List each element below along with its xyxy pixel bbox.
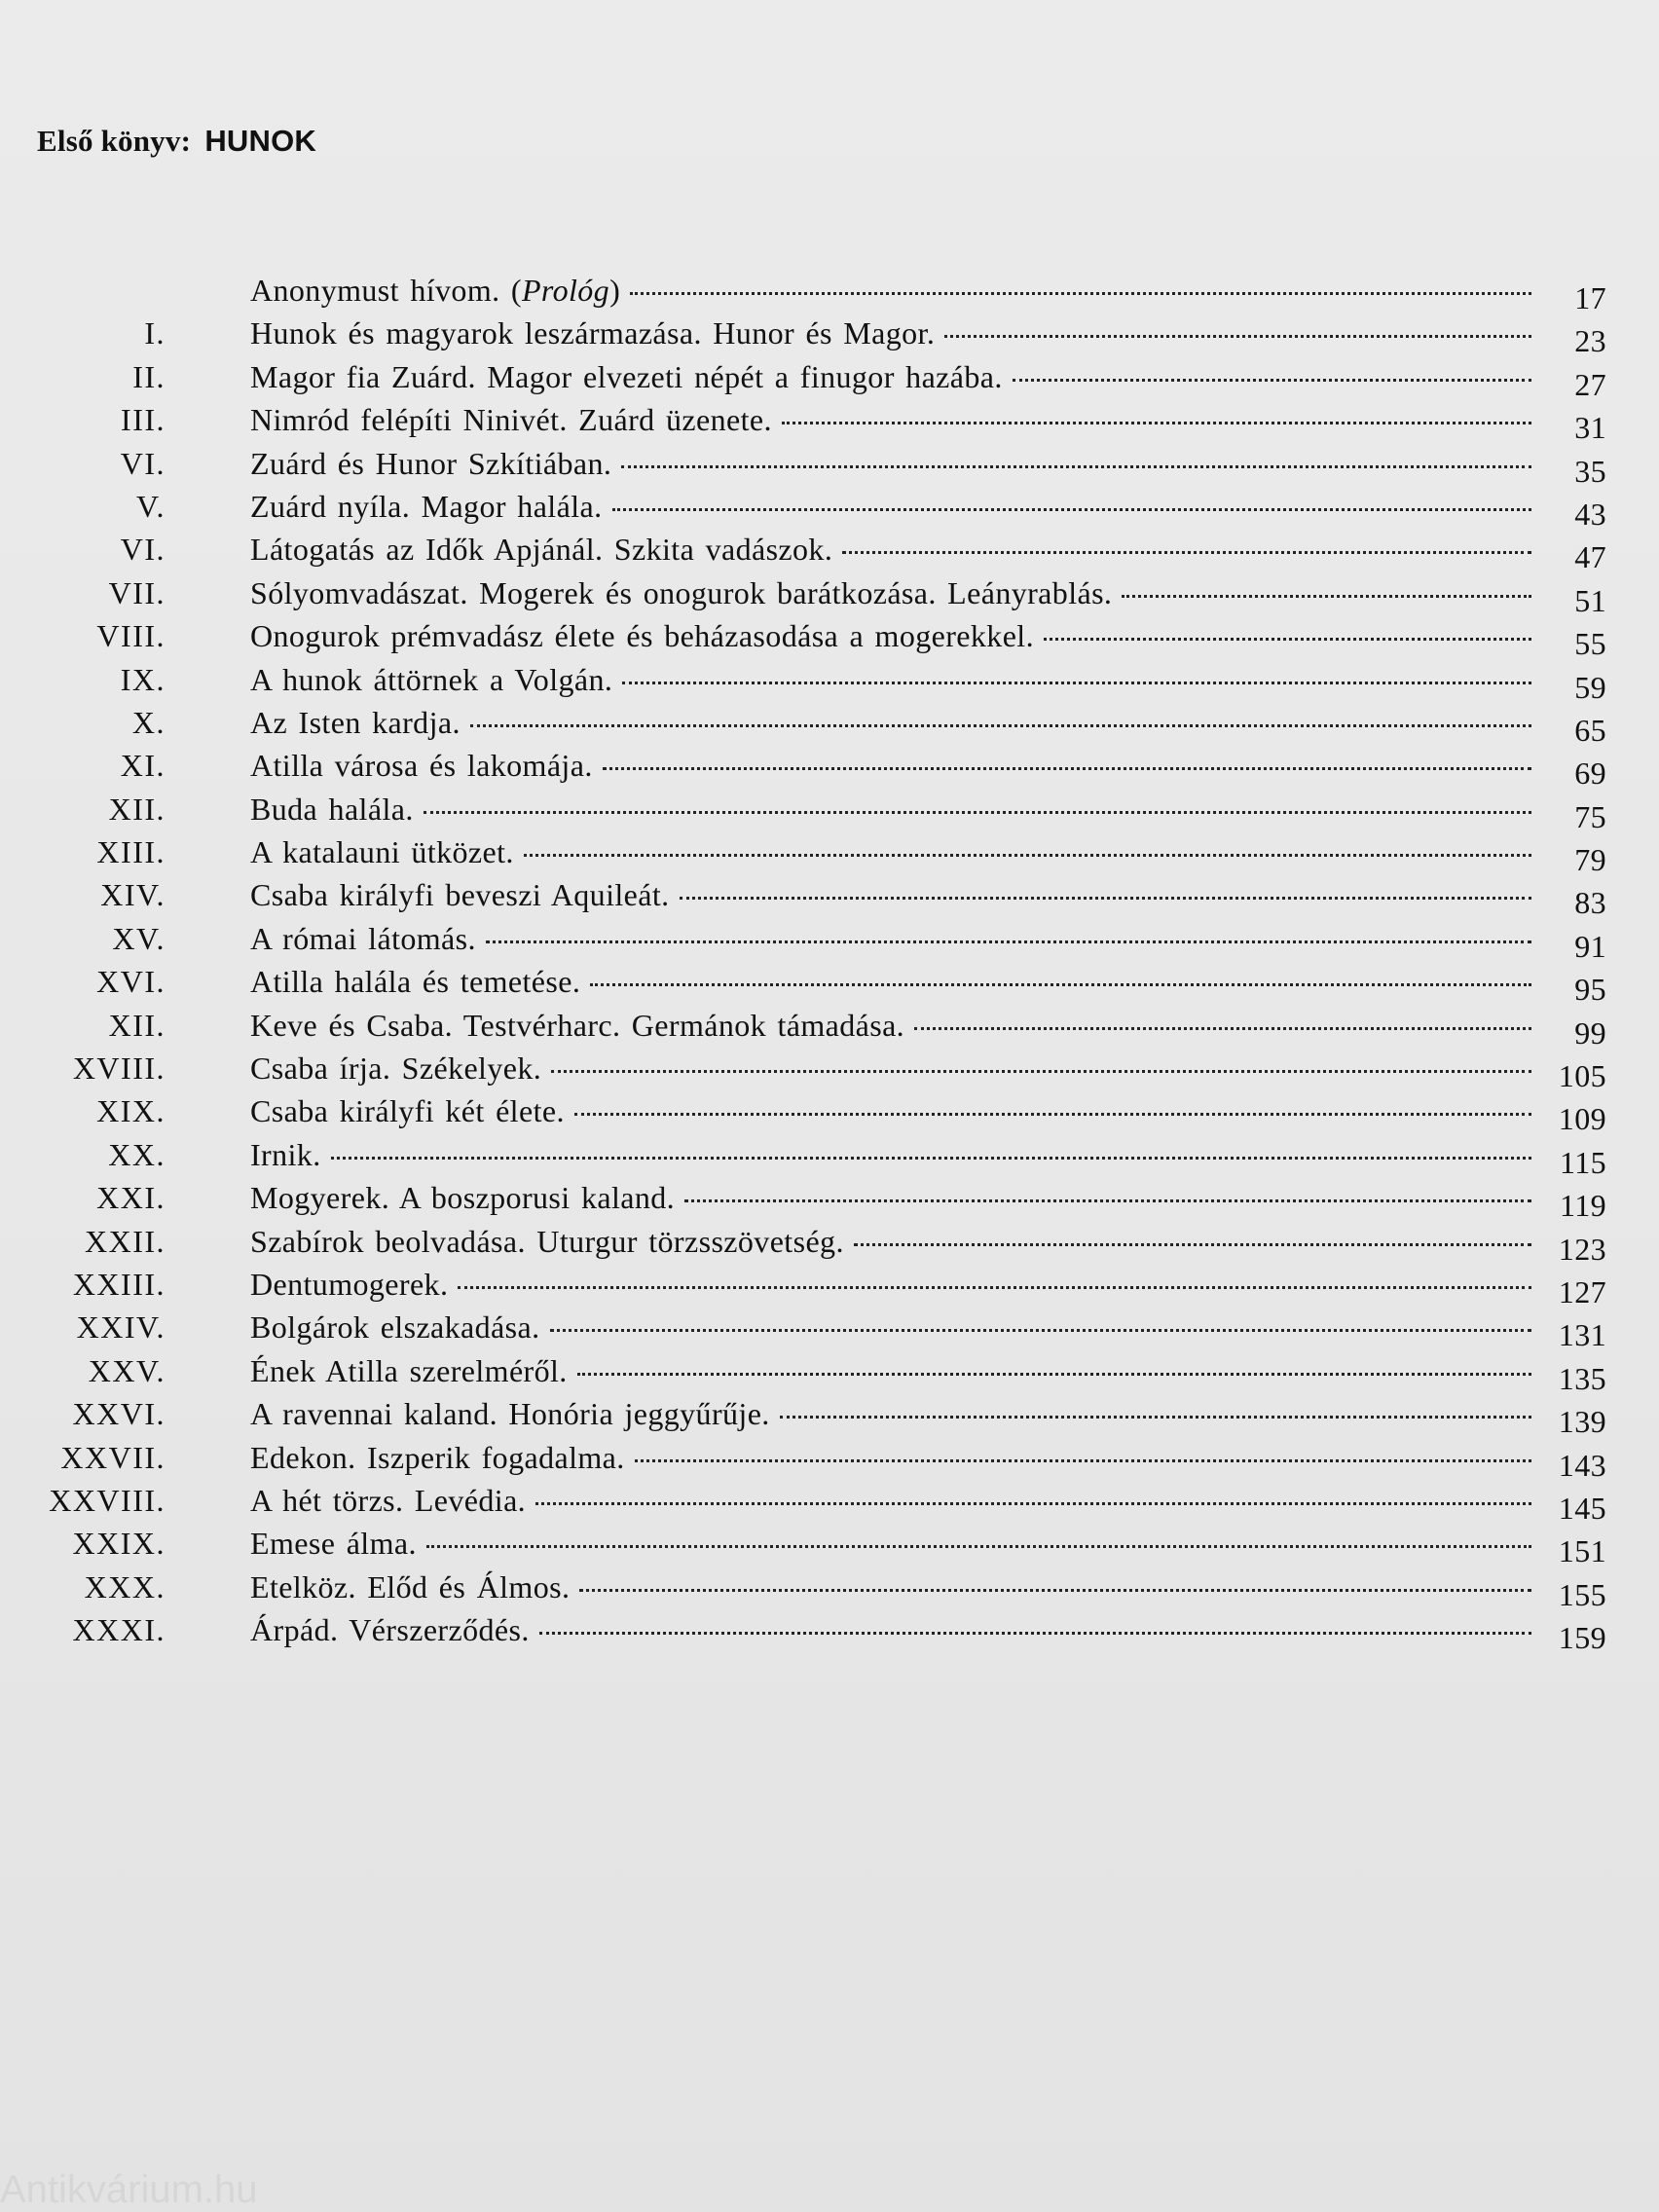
page-number: 95 — [1574, 972, 1606, 1008]
chapter-title-text: Keve és Csaba. Testvérharc. Germánok támadása. — [250, 1007, 905, 1043]
page-number: 151 — [1558, 1533, 1606, 1569]
toc-row — [0, 1436, 1659, 1483]
toc-entry — [250, 658, 1531, 701]
page-number: 155 — [1558, 1576, 1606, 1612]
toc-row — [0, 960, 1659, 1008]
chapter-title-text: Onogurok prémvadász élete és beházasodása a mogerekkel. — [250, 618, 1034, 654]
chapter-title — [250, 485, 603, 528]
toc-row — [0, 269, 1659, 315]
toc-row — [0, 398, 1659, 446]
dot-leader — [1122, 595, 1531, 598]
chapter-number: XII. — [108, 791, 166, 827]
chapter-number: XIV. — [100, 877, 166, 913]
chapter-title-text: Az Isten kardja. — [250, 704, 461, 740]
chapter-title-text: Atilla városa és lakomája. — [250, 748, 593, 784]
chapter-title — [250, 1004, 904, 1047]
chapter-title — [250, 1479, 526, 1522]
page-number: 115 — [1559, 1144, 1606, 1180]
chapter-title-text: A hét törzs. Levédia. — [250, 1482, 527, 1518]
toc-row — [0, 788, 1659, 834]
toc-entry — [250, 398, 1531, 441]
chapter-title — [250, 442, 611, 485]
page-number: 79 — [1574, 842, 1606, 878]
dot-leader — [782, 422, 1531, 424]
chapter-title — [250, 1566, 570, 1608]
chapter-number: VI. — [120, 445, 166, 481]
toc-row — [0, 1263, 1659, 1309]
toc-row — [0, 355, 1659, 402]
toc-entry — [250, 1133, 1531, 1176]
page-number: 43 — [1574, 496, 1606, 532]
toc-entry — [250, 873, 1531, 916]
dot-leader — [574, 1113, 1531, 1116]
dot-leader — [539, 1632, 1531, 1635]
chapter-title — [250, 269, 620, 312]
chapter-title — [250, 1392, 770, 1435]
page-number: 17 — [1574, 280, 1606, 315]
chapter-number: XI. — [120, 748, 166, 784]
toc-entry — [250, 1566, 1531, 1608]
chapter-number: XXIV. — [76, 1309, 166, 1346]
chapter-title — [250, 830, 514, 873]
dot-leader — [579, 1589, 1531, 1592]
page-number: 139 — [1558, 1404, 1606, 1440]
toc-entry — [250, 485, 1531, 528]
chapter-title-text: Dentumogerek. — [250, 1266, 449, 1302]
chapter-number: VII. — [108, 574, 166, 610]
chapter-title-text: Csaba királyfi beveszi Aquileát. — [250, 877, 670, 913]
chapter-number: XVI. — [96, 964, 166, 1000]
dot-leader — [944, 335, 1531, 338]
chapter-title — [250, 398, 772, 441]
toc-entry — [250, 442, 1531, 485]
dot-leader — [535, 1502, 1531, 1505]
toc-entry — [250, 1220, 1531, 1263]
chapter-number: XXX. — [84, 1568, 166, 1604]
book-heading — [37, 123, 316, 159]
chapter-title-text: Szabírok beolvadása. Uturgur törzsszövetség. — [250, 1223, 844, 1259]
chapter-title-text: Emese álma. — [250, 1526, 417, 1562]
chapter-title-text: A katalauni ütközet. — [250, 834, 514, 870]
toc-entry — [250, 1522, 1531, 1565]
page-number: 123 — [1558, 1231, 1606, 1267]
toc-entry — [250, 1263, 1531, 1306]
page-number: 105 — [1558, 1058, 1606, 1094]
toc-row — [0, 528, 1659, 575]
toc-entry — [250, 571, 1531, 614]
chapter-title — [250, 744, 593, 787]
chapter-number: II. — [132, 358, 166, 394]
page-number: 99 — [1574, 1014, 1606, 1051]
toc-row — [0, 658, 1659, 705]
chapter-number: XXIII. — [72, 1266, 166, 1302]
chapter-title-text: Árpád. Vérszerződés. — [250, 1612, 530, 1648]
page-number: 23 — [1574, 323, 1606, 359]
toc-entry — [250, 1089, 1531, 1132]
page-number: 75 — [1574, 798, 1606, 834]
chapter-title-italic: Prológ — [521, 273, 610, 308]
toc-entry — [250, 1392, 1531, 1435]
chapter-title — [250, 1263, 448, 1306]
toc-entry — [250, 1306, 1531, 1348]
table-of-contents — [0, 269, 1659, 1656]
chapter-title — [250, 1047, 541, 1089]
toc-entry — [250, 1047, 1531, 1089]
toc-entry — [250, 1176, 1531, 1219]
dot-leader — [684, 1199, 1531, 1202]
toc-row — [0, 442, 1659, 489]
toc-entry — [250, 528, 1531, 571]
page-number: 131 — [1558, 1317, 1606, 1353]
dot-leader — [622, 682, 1531, 684]
chapter-title-text: Zuárd és Hunor Szkítiában. — [250, 445, 612, 481]
toc-entry — [250, 960, 1531, 1003]
watermark: Antikvárium.hu — [0, 2168, 258, 2211]
toc-row — [0, 1089, 1659, 1137]
dot-leader — [331, 1157, 1531, 1160]
chapter-title-text: Bolgárok elszakadása. — [250, 1309, 540, 1346]
chapter-title-text: A római látomás. — [250, 920, 476, 956]
chapter-number: XXI. — [96, 1180, 166, 1216]
dot-leader — [426, 1545, 1531, 1548]
page-number: 109 — [1558, 1101, 1606, 1137]
chapter-number: XXIX. — [72, 1526, 166, 1562]
chapter-title — [250, 312, 935, 354]
chapter-number: XV. — [112, 920, 166, 956]
toc-row — [0, 1133, 1659, 1180]
chapter-title — [250, 571, 1112, 614]
toc-entry — [250, 1436, 1531, 1479]
toc-row — [0, 1566, 1659, 1612]
chapter-title-text: Etelköz. Előd és Álmos. — [250, 1568, 571, 1604]
page-number: 59 — [1574, 669, 1606, 705]
chapter-number: XX. — [108, 1136, 166, 1172]
page-number: 143 — [1558, 1447, 1606, 1483]
chapter-title-text: Mogyerek. A boszporusi kaland. — [250, 1180, 676, 1216]
page-number: 31 — [1574, 410, 1606, 446]
chapter-title — [250, 1349, 568, 1392]
toc-entry — [250, 1004, 1531, 1047]
chapter-title-text: Csaba királyfi két élete. — [250, 1093, 565, 1129]
chapter-title — [250, 1176, 675, 1219]
chapter-title — [250, 1089, 565, 1132]
toc-entry — [250, 1479, 1531, 1522]
toc-entry — [250, 269, 1531, 312]
dot-leader — [603, 767, 1531, 770]
chapter-title — [250, 355, 1003, 398]
chapter-title — [250, 658, 612, 701]
chapter-title-text: A hunok áttörnek a Volgán. — [250, 661, 613, 697]
toc-row — [0, 830, 1659, 878]
chapter-title — [250, 614, 1034, 657]
page-number: 145 — [1558, 1490, 1606, 1526]
toc-row — [0, 744, 1659, 792]
dot-leader — [590, 983, 1531, 986]
dot-leader — [630, 292, 1531, 295]
toc-row — [0, 1349, 1659, 1396]
page-number: 47 — [1574, 539, 1606, 575]
toc-row — [0, 873, 1659, 921]
toc-row — [0, 312, 1659, 359]
chapter-number: XIX. — [96, 1093, 166, 1129]
chapter-title-text: Atilla halála és temetése. — [250, 964, 581, 1000]
chapter-title-text: Nimród felépíti Ninivét. Zuárd üzenete. — [250, 402, 772, 438]
chapter-number: XXVI. — [72, 1396, 166, 1432]
chapter-title — [250, 1522, 417, 1565]
chapter-number: IX. — [120, 661, 166, 697]
toc-row — [0, 1608, 1659, 1656]
page-number: 65 — [1574, 712, 1606, 748]
toc-entry — [250, 830, 1531, 873]
chapter-title — [250, 1220, 844, 1263]
dot-leader — [1044, 638, 1531, 641]
dot-leader — [680, 897, 1531, 900]
chapter-number: VIII. — [96, 618, 166, 654]
chapter-title-text: Buda halála. — [250, 791, 414, 827]
chapter-title — [250, 701, 461, 744]
toc-row — [0, 614, 1659, 662]
dot-leader — [524, 854, 1531, 857]
chapter-number: I. — [144, 315, 166, 351]
toc-row — [0, 485, 1659, 532]
dot-leader — [621, 465, 1531, 468]
dot-leader — [458, 1286, 1531, 1289]
chapter-number: VI. — [120, 532, 166, 568]
toc-row — [0, 1004, 1659, 1051]
dot-leader — [612, 508, 1532, 511]
toc-entry — [250, 788, 1531, 830]
chapter-title — [250, 873, 670, 916]
chapter-number: III. — [121, 402, 166, 438]
chapter-number: XIII. — [96, 834, 166, 870]
toc-row — [0, 1479, 1659, 1526]
chapter-title — [250, 1133, 321, 1176]
chapter-number: V. — [136, 488, 166, 524]
toc-row — [0, 1176, 1659, 1224]
chapter-title — [250, 1306, 540, 1348]
toc-row — [0, 1220, 1659, 1267]
toc-row — [0, 701, 1659, 748]
chapter-title-text: Zuárd nyíla. Magor halála. — [250, 488, 603, 524]
toc-row — [0, 1047, 1659, 1094]
page-number: 91 — [1574, 928, 1606, 964]
toc-row — [0, 917, 1659, 964]
chapter-title-text: A ravennai kaland. Honória jeggyűrűje. — [250, 1396, 770, 1432]
chapter-number: XXVII. — [60, 1439, 166, 1475]
dot-leader — [424, 811, 1531, 814]
page-number: 35 — [1574, 453, 1606, 489]
chapter-title-text: Csaba írja. Székelyek. — [250, 1051, 542, 1087]
chapter-title-text: Látogatás az Idők Apjánál. Szkita vadászok. — [250, 532, 833, 568]
toc-entry — [250, 312, 1531, 354]
toc-entry — [250, 701, 1531, 744]
toc-row — [0, 1306, 1659, 1353]
page-number: 127 — [1558, 1273, 1606, 1309]
dot-leader — [1013, 379, 1531, 382]
page-number: 135 — [1558, 1360, 1606, 1396]
dot-leader — [470, 724, 1531, 727]
chapter-title — [250, 528, 832, 571]
dot-leader — [486, 940, 1531, 943]
toc-entry — [250, 744, 1531, 787]
page-number: 69 — [1574, 756, 1606, 792]
page-number: 159 — [1558, 1620, 1606, 1656]
page-number: 55 — [1574, 626, 1606, 662]
chapter-number: X. — [131, 704, 166, 740]
book-heading-prefix: Első könyv: — [37, 124, 192, 158]
chapter-title — [250, 960, 580, 1003]
dot-leader — [780, 1416, 1531, 1419]
chapter-number: XXVIII. — [49, 1482, 166, 1518]
toc-entry — [250, 1608, 1531, 1651]
chapter-title-suffix: ) — [609, 273, 621, 308]
toc-entry — [250, 355, 1531, 398]
dot-leader — [842, 551, 1531, 554]
toc-row — [0, 571, 1659, 618]
dot-leader — [854, 1243, 1531, 1246]
dot-leader — [550, 1329, 1531, 1332]
chapter-title-text: Edekon. Iszperik fogadalma. — [250, 1439, 625, 1475]
chapter-title — [250, 1436, 625, 1479]
chapter-title — [250, 917, 476, 960]
chapter-number: XXV. — [88, 1352, 166, 1388]
chapter-number: XXXI. — [72, 1612, 166, 1648]
chapter-title-text: Sólyomvadászat. Mogerek és onogurok barátkozása. Leányrablás. — [250, 574, 1113, 610]
dot-leader — [914, 1027, 1531, 1030]
page-number: 27 — [1574, 366, 1606, 402]
chapter-number: XII. — [108, 1007, 166, 1043]
toc-row — [0, 1522, 1659, 1569]
page-number: 119 — [1559, 1188, 1606, 1224]
chapter-title — [250, 788, 414, 830]
dot-leader — [577, 1373, 1531, 1376]
toc-entry — [250, 614, 1531, 657]
book-heading-title: HUNOK — [204, 124, 316, 158]
toc-row — [0, 1392, 1659, 1440]
chapter-title-text: Anonymust hívom. ( — [250, 273, 522, 308]
dot-leader — [551, 1070, 1531, 1073]
dot-leader — [635, 1459, 1531, 1462]
chapter-number: XXII. — [84, 1223, 166, 1259]
chapter-title — [250, 1608, 530, 1651]
page-number: 51 — [1574, 582, 1606, 618]
chapter-title-text: Ének Atilla szerelméről. — [250, 1352, 568, 1388]
page-number: 83 — [1574, 885, 1606, 921]
chapter-title-text: Irnik. — [250, 1136, 321, 1172]
chapter-number: XVIII. — [72, 1051, 166, 1087]
chapter-title-text: Magor fia Zuárd. Magor elvezeti népét a finugor hazába. — [250, 358, 1003, 394]
chapter-title-text: Hunok és magyarok leszármazása. Hunor és Magor. — [250, 315, 936, 351]
toc-entry — [250, 917, 1531, 960]
toc-entry — [250, 1349, 1531, 1392]
